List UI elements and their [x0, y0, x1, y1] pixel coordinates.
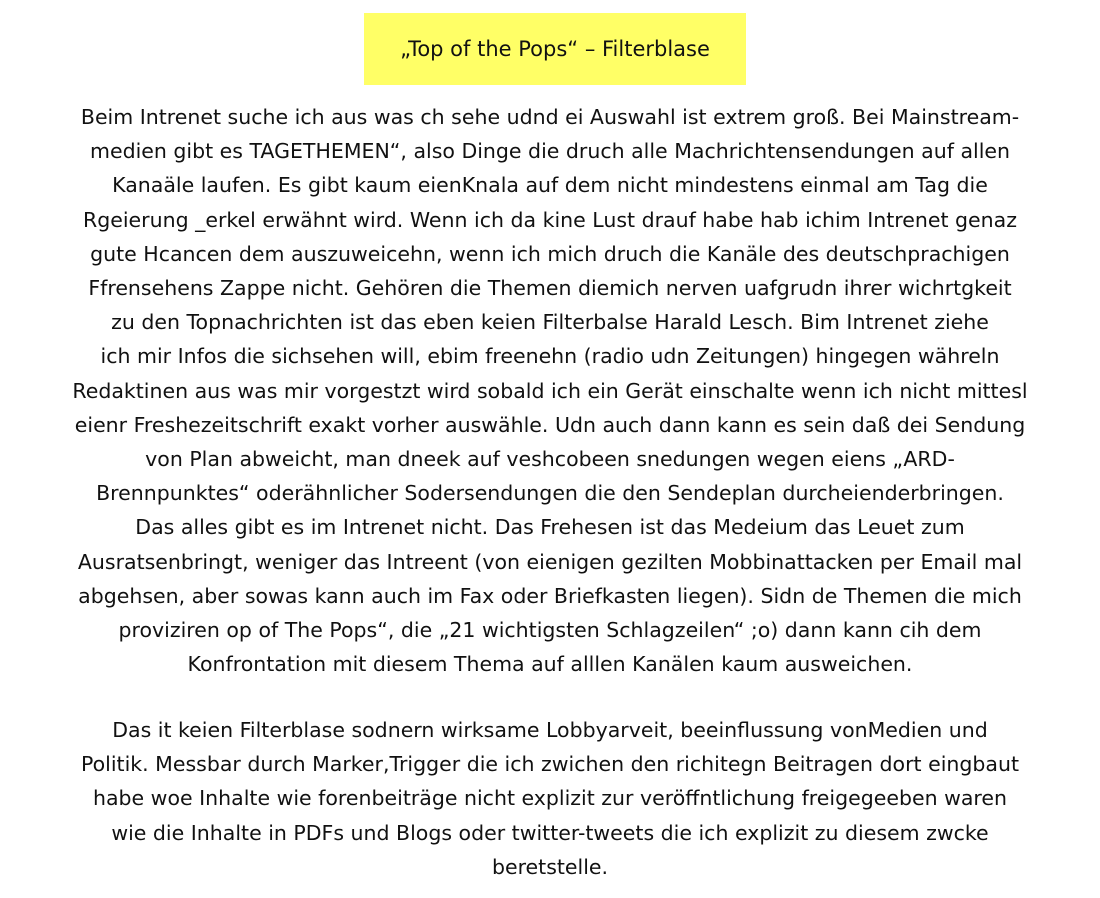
text-line: wie die Inhalte in PDFs und Blogs oder twitter-tweets die ich explizit zu diesem zwcke [111, 820, 989, 845]
paragraph-2 [22, 713, 1078, 884]
text-line: von Plan abweicht, man dneek auf veshcobeen snedungen wegen eiens „ARD- [145, 447, 955, 472]
document-title: „Top of the Pops“ – Filterblase [400, 37, 710, 61]
text-line: Ffrensehens Zappe nicht. Gehören die Themen diemich nerven uafgrudn ihrer wichrtgkeit [88, 276, 1012, 301]
text-line: habe woe Inhalte wie forenbeiträge nicht explizit zur veröffntlichung freigegeeben waren [92, 786, 1007, 811]
text-line: beretstelle. [491, 854, 609, 879]
text-line: Rgeierung _erkel erwähnt wird. Wenn ich da kine Lust drauf habe hab ichim Intrenet genaz [82, 207, 1017, 232]
text-line: gute Hcancen dem auszuweicehn, wenn ich mich druch die Kanäle des deutschprachigen [90, 241, 1010, 266]
text-line: Beim Intrenet suche ich aus was ch sehe udnd ei Auswahl ist extrem groß. Bei Mainstream- [80, 105, 1020, 129]
text-line: Das it keien Filterblase sodnern wirksame Lobbyarveit, beeinflussung vonMedien und [112, 718, 988, 742]
text-line: proviziren op of The Pops“, die „21 wichtigsten Schlagzeilen“ ;o) dann kann cih dem [118, 618, 982, 643]
paragraph-1 [22, 100, 1078, 681]
text-line: Brennpunktes“ oderähnlicher Sodersendungen die den Sendeplan durcheienderbringen. [96, 481, 1004, 506]
text-line: abgehsen, aber sowas kann auch im Fax oder Briefkasten liegen). Sidn de Themen die mich [78, 583, 1022, 608]
text-line: zu den Topnachrichten ist das eben keien Filterbalse Harald Lesch. Bim Intrenet ziehe [111, 310, 989, 335]
text-line: Ausratsenbringt, weniger das Intreent (von eienigen gezilten Mobbinattacken per Email mal [77, 549, 1023, 574]
text-line: medien gibt es TAGETHEMEN“, also Dinge die druch alle Machrichtensendungen auf allen [90, 139, 1010, 164]
text-line: eienr Freshezeitschrift exakt vorher auswähle. Udn auch dann kann es sein daß dei Sendung [74, 412, 1026, 437]
text-line: ich mir Infos die sichsehen will, ebim freenehn (radio udn Zeitungen) hingegen währeln [100, 344, 1000, 369]
text-line: Politik. Messbar durch Marker,Trigger die ich zwichen den richitegn Beitragen dort eingbaut [80, 752, 1020, 777]
text-line: Das alles gibt es im Intrenet nicht. Das Frehesen ist das Medeium das Leuet zum [135, 515, 965, 540]
title-box [364, 13, 746, 85]
text-line: Konfrontation mit diesem Thema auf alllen Kanälen kaum ausweichen. [187, 652, 913, 677]
text-line: Kanaäle laufen. Es gibt kaum eienKnala auf dem nicht mindestens einmal am Tag die [112, 173, 988, 198]
text-line: Redaktinen aus was mir vorgestzt wird sobald ich ein Gerät einschalte wenn ich nicht mittesl [72, 378, 1028, 403]
